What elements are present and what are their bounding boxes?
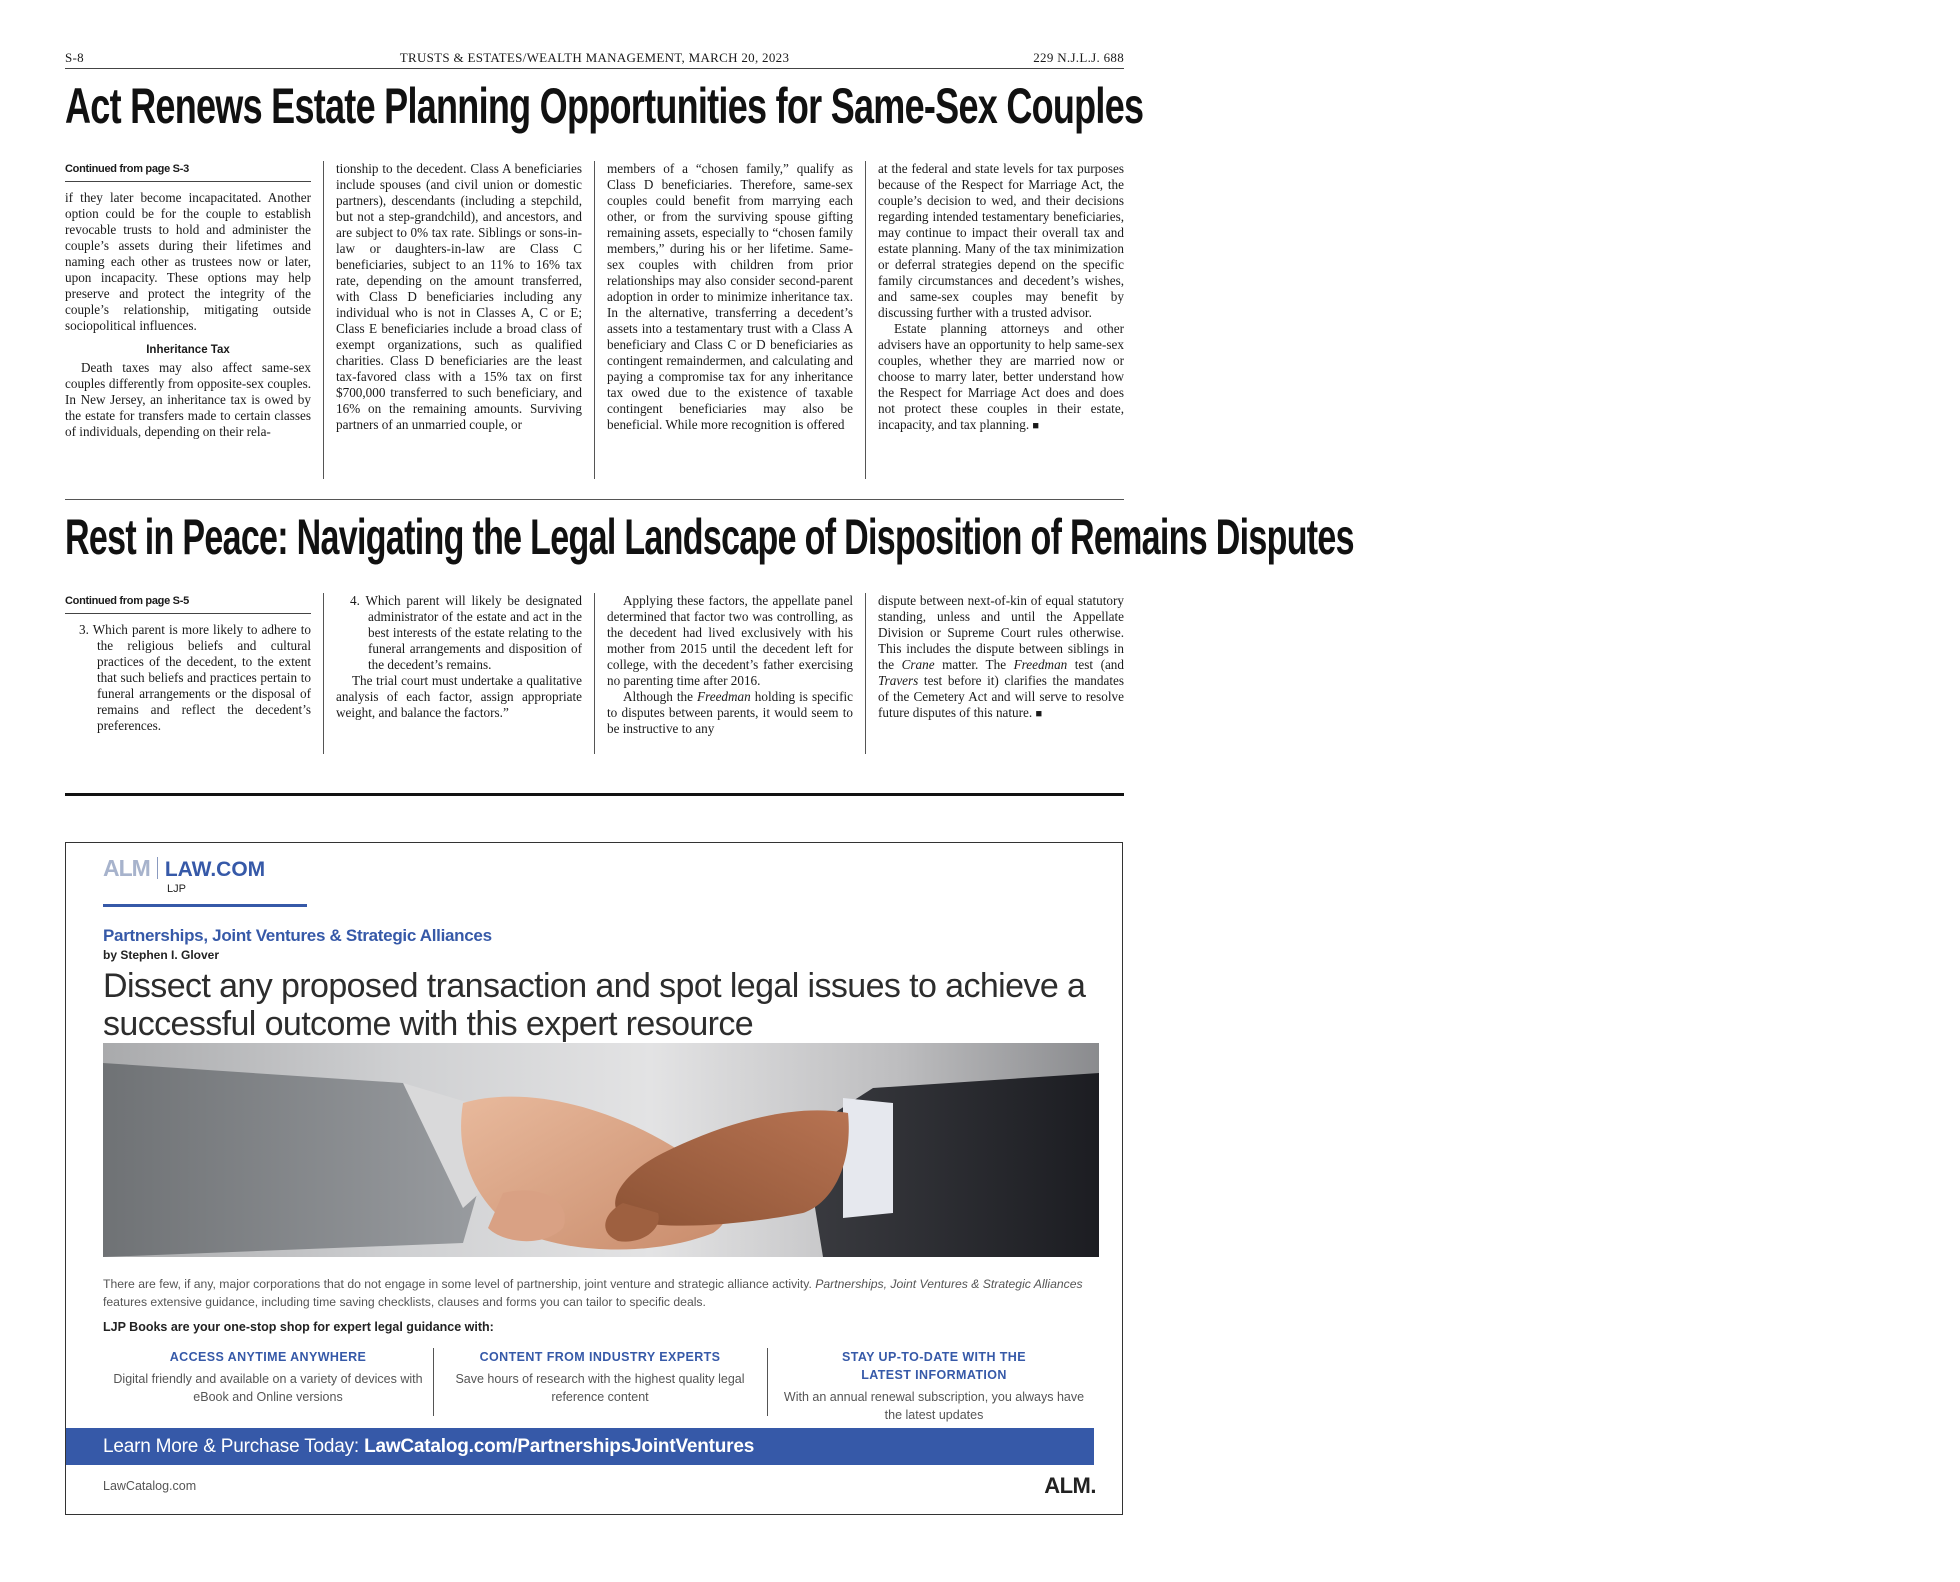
column-rule bbox=[865, 593, 866, 754]
feature-divider bbox=[767, 1348, 768, 1416]
book-title: Partnerships, Joint Ventures & Strategic Alliances bbox=[103, 926, 492, 945]
article2-column-3 bbox=[607, 593, 853, 758]
list-item: 4. Which parent will likely be designated administrator of the estate and act in the best interests of the estate relating to the funeral arrangements and disposition of the decedent’s remains. bbox=[350, 593, 582, 672]
purchase-banner[interactable]: Learn More & Purchase Today: LawCatalog.com/PartnershipsJointVentures bbox=[66, 1428, 1094, 1465]
column-rule bbox=[594, 593, 595, 754]
subheading: Inheritance Tax bbox=[146, 344, 230, 356]
list-item: 3. Which parent is more likely to adhere to the religious beliefs and cultural practices of the decedent, to the extent that such beliefs and practices pertain to funeral arrangements or the disposal of remains and reflect the decedent’s preferences. bbox=[79, 622, 311, 733]
continued-from: Continued from page S-3 bbox=[65, 161, 311, 182]
paragraph: The trial court must undertake a qualitative analysis of each factor, assign appropriate weight, and balance the factors.” bbox=[336, 673, 582, 720]
paragraph: if they later become incapacitated. Another option could be for the couple to establish revocable trusts to hold and administer the couple’s assets during their lifetimes and naming each other as trustees now or later, upon incapacity. These options may help preserve and protect the integrity of the couple’s relationship, mitigating outside sociopolitical influences. bbox=[65, 190, 311, 333]
article2-column-4 bbox=[878, 593, 1124, 758]
article2-column-2 bbox=[336, 593, 582, 758]
paragraph: dispute between next-of-kin of equal statutory standing, unless and until the Appellate Division or Supreme Court rules otherwise. This includes the dispute between siblings in the Crane matter. The Freedman test (and Travers test before it) clarifies the mandates of the Cemetery Act and will serve to resolve future disputes of this nature. ■ bbox=[878, 593, 1124, 720]
site-link[interactable]: LawCatalog.com bbox=[103, 1479, 197, 1493]
paragraph: at the federal and state levels for tax purposes because of the Respect for Marriage Act, the couple’s decision to wed, and their decisions regarding intended testamentary beneficiaries, may continue to impact their overall tax and estate planning. Many of the tax minimization or deferral strategies depend on the specific family circumstances and decedent’s wishes, and same-sex couples may benefit by discussing further with a trusted advisor. bbox=[878, 161, 1124, 320]
continued-from: Continued from page S-5 bbox=[65, 593, 311, 614]
book-author: by Stephen I. Glover bbox=[103, 948, 220, 962]
paragraph: Applying these factors, the appellate panel determined that factor two was controlling, as the decedent had lived exclusively with his mother from 2015 until the decedent left for college, with the decedent’s father exercising no parenting time after 2016. bbox=[607, 593, 853, 688]
article1-column-1 bbox=[65, 161, 311, 483]
column-rule bbox=[323, 593, 324, 754]
column-rule bbox=[865, 161, 866, 479]
paragraph: Estate planning attorneys and other advisers have an opportunity to help same-sex couples, whether they are married now or choose to marry later, better understand how the Respect for Marriage Act does and does not protect these couples in their estate, incapacity, and tax planning. ■ bbox=[878, 321, 1124, 432]
article1-column-3 bbox=[607, 161, 853, 483]
ad-tagline: Dissect any proposed transaction and spot legal issues to achieve a successful outcome with this expert resource bbox=[103, 967, 1086, 1043]
feature-divider bbox=[433, 1348, 434, 1416]
handshake-photo bbox=[103, 1043, 1099, 1257]
section-divider-thick bbox=[65, 793, 1124, 796]
article2-headline: Rest in Peace: Navigating the Legal Landscape of Disposition of Remains Disputes bbox=[65, 509, 1354, 565]
article1-column-4 bbox=[878, 161, 1124, 483]
alm-lawcom-logo: ALM LAW.COM LJP bbox=[103, 855, 266, 895]
column-rule bbox=[323, 161, 324, 479]
citation: 229 N.J.L.J. 688 bbox=[1033, 50, 1124, 65]
feature-list bbox=[103, 1348, 1099, 1420]
end-mark: ■ bbox=[1032, 420, 1040, 432]
paragraph: members of a “chosen family,” qualify as Class D beneficiaries. Therefore, same-sex couples could benefit from marrying each other, or from the surviving spouse gifting remaining assets, especially to “chosen family members,” during his or her lifetime. Same-sex couples with children from prior relationships may also consider second-parent adoption in order to minimize inheritance tax. In the alternative, transferring a decedent’s assets into a testamentary trust with a Class A beneficiary and Class C or D beneficiaries as contingent remaindermen, and calculating and paying a compromise tax for any inheritance tax owed due to the existence of taxable contingent beneficiaries may also be beneficial. While more recognition is offered bbox=[607, 161, 853, 432]
article1-body bbox=[65, 161, 1124, 483]
purchase-link[interactable]: LawCatalog.com/PartnershipsJointVentures bbox=[364, 1436, 755, 1457]
paragraph: Although the Freedman holding is specific to disputes between parents, it would seem to be instructive to any bbox=[607, 689, 853, 736]
feature-updates: STAY UP-TO-DATE WITH THE LATEST INFORMATION With an annual renewal subscription, you always have the latest updates bbox=[783, 1350, 1085, 1422]
end-mark: ■ bbox=[1035, 708, 1043, 720]
feature-access: ACCESS ANYTIME ANYWHERE Digital friendly and available on a variety of devices with eBook and Online versions bbox=[113, 1350, 423, 1404]
paragraph: Death taxes may also affect same-sex couples differently from opposite-sex couples. In New Jersey, an inheritance tax is owed by the estate for transfers made to certain classes of individuals, depending on their rela- bbox=[65, 360, 311, 439]
paragraph: tionship to the decedent. Class A beneficiaries include spouses (and civil union or domestic partners), descendants (including a stepchild, but not a step-grandchild), and ancestors, and are subject to 0% tax rate. Siblings or sons-in-law or daughters-in-law are Class C beneficiaries, subject to an 11% to 16% tax rate, depending on the amount transferred, with Class D beneficiaries including any individual who is not in Classes A, C or E; Class E beneficiaries include a broad class of exempt organizations, such as qualified charities. Class D beneficiaries are the least tax-favored class with a 15% tax on first $700,000 transferred to such beneficiary, and 16% on the remaining amounts. Surviving partners of an unmarried couple, or bbox=[336, 161, 582, 432]
logo-underline bbox=[103, 904, 307, 907]
article2-body bbox=[65, 593, 1124, 758]
article2-column-1 bbox=[65, 593, 311, 758]
article1-headline: Act Renews Estate Planning Opportunities for Same-Sex Couples bbox=[65, 78, 1144, 134]
page-number: S-8 bbox=[65, 50, 84, 65]
advertisement[interactable] bbox=[65, 842, 1123, 1515]
ad-description: There are few, if any, major corporations that do not engage in some level of partnership, joint venture and strategic alliance activity. Partnerships, Joint Ventures & Strategic Alliances features extensive guidance, including time saving checklists, clauses and forms you can tailor to specific deals. bbox=[103, 1277, 1083, 1309]
feature-content: CONTENT FROM INDUSTRY EXPERTS Save hours of research with the highest quality legal reference content bbox=[455, 1350, 745, 1404]
ad-lead-in: LJP Books are your one-stop shop for expert legal guidance with: bbox=[103, 1320, 494, 1334]
alm-logo: ALM. bbox=[1044, 1473, 1096, 1498]
running-head bbox=[65, 50, 1124, 69]
column-rule bbox=[594, 161, 595, 479]
article1-column-2 bbox=[336, 161, 582, 483]
section-divider bbox=[65, 499, 1124, 500]
section-title: TRUSTS & ESTATES/WEALTH MANAGEMENT, MARCH 20, 2023 bbox=[399, 50, 790, 65]
